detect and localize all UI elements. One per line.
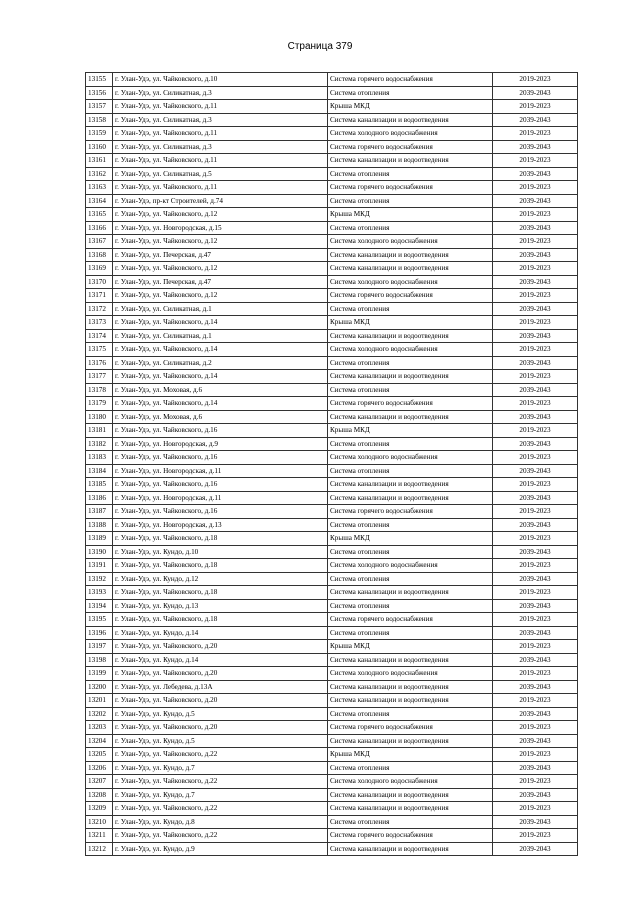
row-number-cell: 13182 (86, 437, 113, 451)
system-cell: Система холодного водоснабжения (328, 235, 493, 249)
address-cell: г. Улан-Удэ, ул. Чайковского, д.14 (113, 370, 328, 384)
address-cell: г. Улан-Удэ, ул. Кундо, д.9 (113, 842, 328, 856)
address-cell: г. Улан-Удэ, ул. Чайковского, д.22 (113, 829, 328, 843)
system-cell: Система канализации и водоотведения (328, 370, 493, 384)
table-row (86, 424, 578, 438)
row-number-cell: 13177 (86, 370, 113, 384)
row-number-cell: 13156 (86, 86, 113, 100)
table-row (86, 86, 578, 100)
table-row (86, 721, 578, 735)
address-cell: г. Улан-Удэ, ул. Чайковского, д.11 (113, 100, 328, 114)
row-number-cell: 13165 (86, 208, 113, 222)
system-cell: Система канализации и водоотведения (328, 802, 493, 816)
period-cell: 2039-2043 (493, 707, 578, 721)
address-cell: г. Улан-Удэ, ул. Чайковского, д.16 (113, 505, 328, 519)
table-row (86, 437, 578, 451)
row-number-cell: 13174 (86, 329, 113, 343)
system-cell: Крыша МКД (328, 424, 493, 438)
row-number-cell: 13199 (86, 667, 113, 681)
row-number-cell: 13198 (86, 653, 113, 667)
system-cell: Система отопления (328, 437, 493, 451)
system-cell: Система отопления (328, 464, 493, 478)
address-cell: г. Улан-Удэ, ул. Чайковского, д.18 (113, 613, 328, 627)
row-number-cell: 13196 (86, 626, 113, 640)
system-cell: Система отопления (328, 383, 493, 397)
system-cell: Система отопления (328, 356, 493, 370)
table-row (86, 248, 578, 262)
row-number-cell: 13194 (86, 599, 113, 613)
address-cell: г. Улан-Удэ, ул. Кундо, д.14 (113, 626, 328, 640)
table-row (86, 626, 578, 640)
period-cell: 2019-2023 (493, 775, 578, 789)
table-row (86, 275, 578, 289)
period-cell: 2039-2043 (493, 626, 578, 640)
row-number-cell: 13188 (86, 518, 113, 532)
system-cell: Система канализации и водоотведения (328, 329, 493, 343)
row-number-cell: 13204 (86, 734, 113, 748)
row-number-cell: 13163 (86, 181, 113, 195)
period-cell: 2039-2043 (493, 86, 578, 100)
row-number-cell: 13193 (86, 586, 113, 600)
system-cell: Система отопления (328, 302, 493, 316)
period-cell: 2019-2023 (493, 181, 578, 195)
table-row (86, 842, 578, 856)
table-row (86, 410, 578, 424)
row-number-cell: 13209 (86, 802, 113, 816)
address-cell: г. Улан-Удэ, ул. Кундо, д.10 (113, 545, 328, 559)
table-row (86, 545, 578, 559)
system-cell: Система холодного водоснабжения (328, 275, 493, 289)
period-cell: 2039-2043 (493, 842, 578, 856)
period-cell: 2039-2043 (493, 491, 578, 505)
period-cell: 2039-2043 (493, 815, 578, 829)
period-cell: 2019-2023 (493, 235, 578, 249)
period-cell: 2019-2023 (493, 748, 578, 762)
row-number-cell: 13197 (86, 640, 113, 654)
table-row (86, 194, 578, 208)
table-row (86, 478, 578, 492)
row-number-cell: 13191 (86, 559, 113, 573)
page-number-header: Страница 379 (287, 41, 353, 52)
table-row (86, 235, 578, 249)
period-cell: 2039-2043 (493, 464, 578, 478)
system-cell: Система отопления (328, 599, 493, 613)
period-cell: 2019-2023 (493, 721, 578, 735)
period-cell: 2039-2043 (493, 302, 578, 316)
address-cell: г. Улан-Удэ, ул. Кундо, д.7 (113, 788, 328, 802)
address-cell: г. Улан-Удэ, ул. Кундо, д.12 (113, 572, 328, 586)
period-cell: 2019-2023 (493, 532, 578, 546)
period-cell: 2039-2043 (493, 599, 578, 613)
table-row (86, 761, 578, 775)
address-cell: г. Улан-Удэ, ул. Чайковского, д.20 (113, 640, 328, 654)
table-row (86, 154, 578, 168)
system-cell: Система горячего водоснабжения (328, 181, 493, 195)
system-cell: Система отопления (328, 626, 493, 640)
table-row (86, 599, 578, 613)
table-row (86, 667, 578, 681)
address-cell: г. Улан-Удэ, ул. Чайковского, д.11 (113, 127, 328, 141)
row-number-cell: 13176 (86, 356, 113, 370)
row-number-cell: 13210 (86, 815, 113, 829)
system-cell: Система канализации и водоотведения (328, 262, 493, 276)
period-cell: 2019-2023 (493, 262, 578, 276)
address-cell: г. Улан-Удэ, ул. Моховая, д.6 (113, 383, 328, 397)
row-number-cell: 13189 (86, 532, 113, 546)
row-number-cell: 13167 (86, 235, 113, 249)
period-cell: 2039-2043 (493, 248, 578, 262)
system-cell: Система горячего водоснабжения (328, 721, 493, 735)
row-number-cell: 13205 (86, 748, 113, 762)
row-number-cell: 13159 (86, 127, 113, 141)
system-cell: Система холодного водоснабжения (328, 127, 493, 141)
address-cell: г. Улан-Удэ, ул. Новгородская, д.13 (113, 518, 328, 532)
table-row (86, 289, 578, 303)
address-cell: г. Улан-Удэ, ул. Чайковского, д.22 (113, 748, 328, 762)
address-cell: г. Улан-Удэ, ул. Чайковского, д.10 (113, 73, 328, 87)
address-cell: г. Улан-Удэ, ул. Чайковского, д.18 (113, 586, 328, 600)
table-row (86, 316, 578, 330)
system-cell: Система канализации и водоотведения (328, 734, 493, 748)
address-cell: г. Улан-Удэ, ул. Чайковского, д.12 (113, 289, 328, 303)
period-cell: 2019-2023 (493, 829, 578, 843)
address-cell: г. Улан-Удэ, ул. Силикатная, д.3 (113, 86, 328, 100)
period-cell: 2019-2023 (493, 370, 578, 384)
table-row (86, 464, 578, 478)
system-cell: Система отопления (328, 167, 493, 181)
row-number-cell: 13202 (86, 707, 113, 721)
system-cell: Система холодного водоснабжения (328, 667, 493, 681)
period-cell: 2039-2043 (493, 194, 578, 208)
address-cell: г. Улан-Удэ, ул. Чайковского, д.11 (113, 154, 328, 168)
period-cell: 2019-2023 (493, 208, 578, 222)
address-cell: г. Улан-Удэ, ул. Чайковского, д.14 (113, 316, 328, 330)
row-number-cell: 13181 (86, 424, 113, 438)
system-cell: Система отопления (328, 572, 493, 586)
period-cell: 2039-2043 (493, 383, 578, 397)
system-cell: Крыша МКД (328, 640, 493, 654)
row-number-cell: 13190 (86, 545, 113, 559)
table-row (86, 788, 578, 802)
period-cell: 2019-2023 (493, 559, 578, 573)
table-row (86, 140, 578, 154)
period-cell: 2039-2043 (493, 761, 578, 775)
row-number-cell: 13207 (86, 775, 113, 789)
table-row (86, 181, 578, 195)
period-cell: 2019-2023 (493, 424, 578, 438)
row-number-cell: 13169 (86, 262, 113, 276)
address-cell: г. Улан-Удэ, ул. Чайковского, д.20 (113, 694, 328, 708)
table-row (86, 383, 578, 397)
table-row (86, 640, 578, 654)
address-cell: г. Улан-Удэ, ул. Чайковского, д.14 (113, 343, 328, 357)
row-number-cell: 13178 (86, 383, 113, 397)
system-cell: Система холодного водоснабжения (328, 775, 493, 789)
table-row (86, 829, 578, 843)
address-cell: г. Улан-Удэ, ул. Кундо, д.13 (113, 599, 328, 613)
system-cell: Крыша МКД (328, 748, 493, 762)
system-cell: Система отопления (328, 761, 493, 775)
period-cell: 2019-2023 (493, 640, 578, 654)
table-row (86, 775, 578, 789)
table-row (86, 707, 578, 721)
address-cell: г. Улан-Удэ, ул. Кундо, д.7 (113, 761, 328, 775)
table-row (86, 613, 578, 627)
system-cell: Система отопления (328, 707, 493, 721)
system-cell: Система отопления (328, 518, 493, 532)
period-cell: 2019-2023 (493, 343, 578, 357)
row-number-cell: 13187 (86, 505, 113, 519)
row-number-cell: 13203 (86, 721, 113, 735)
period-cell: 2039-2043 (493, 113, 578, 127)
address-cell: г. Улан-Удэ, ул. Силикатная, д.1 (113, 302, 328, 316)
row-number-cell: 13184 (86, 464, 113, 478)
row-number-cell: 13172 (86, 302, 113, 316)
table-row (86, 167, 578, 181)
row-number-cell: 13183 (86, 451, 113, 465)
address-cell: г. Улан-Удэ, ул. Новгородская, д.9 (113, 437, 328, 451)
address-cell: г. Улан-Удэ, ул. Лебедева, д.13А (113, 680, 328, 694)
system-cell: Система горячего водоснабжения (328, 829, 493, 843)
row-number-cell: 13180 (86, 410, 113, 424)
system-cell: Система холодного водоснабжения (328, 559, 493, 573)
address-cell: г. Улан-Удэ, ул. Силикатная, д.3 (113, 113, 328, 127)
repair-schedule-table (85, 72, 578, 856)
system-cell: Система отопления (328, 815, 493, 829)
address-cell: г. Улан-Удэ, ул. Печерская, д.47 (113, 275, 328, 289)
system-cell: Система горячего водоснабжения (328, 140, 493, 154)
period-cell: 2039-2043 (493, 329, 578, 343)
row-number-cell: 13211 (86, 829, 113, 843)
system-cell: Система канализации и водоотведения (328, 788, 493, 802)
table-row (86, 748, 578, 762)
system-cell: Система канализации и водоотведения (328, 113, 493, 127)
address-cell: г. Улан-Удэ, ул. Кундо, д.8 (113, 815, 328, 829)
system-cell: Система канализации и водоотведения (328, 154, 493, 168)
address-cell: г. Улан-Удэ, ул. Чайковского, д.16 (113, 451, 328, 465)
period-cell: 2019-2023 (493, 478, 578, 492)
address-cell: г. Улан-Удэ, ул. Чайковского, д.18 (113, 532, 328, 546)
period-cell: 2019-2023 (493, 667, 578, 681)
row-number-cell: 13162 (86, 167, 113, 181)
period-cell: 2019-2023 (493, 397, 578, 411)
address-cell: г. Улан-Удэ, ул. Силикатная, д.5 (113, 167, 328, 181)
address-cell: г. Улан-Удэ, ул. Чайковского, д.20 (113, 721, 328, 735)
system-cell: Крыша МКД (328, 100, 493, 114)
table-row (86, 451, 578, 465)
address-cell: г. Улан-Удэ, ул. Чайковского, д.11 (113, 181, 328, 195)
system-cell: Система горячего водоснабжения (328, 397, 493, 411)
row-number-cell: 13201 (86, 694, 113, 708)
period-cell: 2039-2043 (493, 572, 578, 586)
table-row (86, 653, 578, 667)
address-cell: г. Улан-Удэ, ул. Чайковского, д.12 (113, 235, 328, 249)
row-number-cell: 13161 (86, 154, 113, 168)
period-cell: 2039-2043 (493, 140, 578, 154)
period-cell: 2019-2023 (493, 451, 578, 465)
period-cell: 2019-2023 (493, 289, 578, 303)
system-cell: Система канализации и водоотведения (328, 478, 493, 492)
table-row (86, 329, 578, 343)
system-cell: Система канализации и водоотведения (328, 653, 493, 667)
table-row (86, 815, 578, 829)
period-cell: 2019-2023 (493, 316, 578, 330)
period-cell: 2019-2023 (493, 613, 578, 627)
system-cell: Система горячего водоснабжения (328, 613, 493, 627)
address-cell: г. Улан-Удэ, ул. Новгородская, д.11 (113, 491, 328, 505)
period-cell: 2039-2043 (493, 680, 578, 694)
table-row (86, 397, 578, 411)
row-number-cell: 13170 (86, 275, 113, 289)
table-row (86, 262, 578, 276)
system-cell: Система канализации и водоотведения (328, 410, 493, 424)
table-row (86, 532, 578, 546)
period-cell: 2039-2043 (493, 410, 578, 424)
row-number-cell: 13195 (86, 613, 113, 627)
system-cell: Система канализации и водоотведения (328, 248, 493, 262)
row-number-cell: 13212 (86, 842, 113, 856)
row-number-cell: 13186 (86, 491, 113, 505)
table-row (86, 127, 578, 141)
period-cell: 2019-2023 (493, 100, 578, 114)
system-cell: Система холодного водоснабжения (328, 451, 493, 465)
address-cell: г. Улан-Удэ, ул. Кундо, д.5 (113, 707, 328, 721)
address-cell: г. Улан-Удэ, ул. Силикатная, д.1 (113, 329, 328, 343)
period-cell: 2019-2023 (493, 505, 578, 519)
period-cell: 2039-2043 (493, 221, 578, 235)
row-number-cell: 13164 (86, 194, 113, 208)
address-cell: г. Улан-Удэ, ул. Силикатная, д.3 (113, 140, 328, 154)
address-cell: г. Улан-Удэ, ул. Силикатная, д.2 (113, 356, 328, 370)
system-cell: Система отопления (328, 545, 493, 559)
address-cell: г. Улан-Удэ, ул. Чайковского, д.22 (113, 775, 328, 789)
row-number-cell: 13208 (86, 788, 113, 802)
table-row (86, 302, 578, 316)
period-cell: 2039-2043 (493, 437, 578, 451)
row-number-cell: 13157 (86, 100, 113, 114)
table-row (86, 73, 578, 87)
address-cell: г. Улан-Удэ, ул. Чайковского, д.16 (113, 478, 328, 492)
system-cell: Система канализации и водоотведения (328, 586, 493, 600)
address-cell: г. Улан-Удэ, ул. Чайковского, д.16 (113, 424, 328, 438)
period-cell: 2019-2023 (493, 694, 578, 708)
table-row (86, 356, 578, 370)
row-number-cell: 13175 (86, 343, 113, 357)
table-row (86, 694, 578, 708)
period-cell: 2039-2043 (493, 653, 578, 667)
system-cell: Система горячего водоснабжения (328, 289, 493, 303)
system-cell: Система канализации и водоотведения (328, 491, 493, 505)
address-cell: г. Улан-Удэ, ул. Чайковского, д.14 (113, 397, 328, 411)
system-cell: Система отопления (328, 194, 493, 208)
table-row (86, 586, 578, 600)
table-row (86, 221, 578, 235)
address-cell: г. Улан-Удэ, ул. Чайковского, д.12 (113, 262, 328, 276)
system-cell: Система канализации и водоотведения (328, 842, 493, 856)
system-cell: Крыша МКД (328, 532, 493, 546)
address-cell: г. Улан-Удэ, ул. Чайковского, д.22 (113, 802, 328, 816)
system-cell: Крыша МКД (328, 208, 493, 222)
period-cell: 2039-2043 (493, 545, 578, 559)
period-cell: 2039-2043 (493, 275, 578, 289)
table-row (86, 680, 578, 694)
row-number-cell: 13192 (86, 572, 113, 586)
table-row (86, 113, 578, 127)
period-cell: 2039-2043 (493, 734, 578, 748)
address-cell: г. Улан-Удэ, ул. Чайковского, д.18 (113, 559, 328, 573)
table-row (86, 491, 578, 505)
address-cell: г. Улан-Удэ, ул. Печерская, д.47 (113, 248, 328, 262)
period-cell: 2039-2043 (493, 167, 578, 181)
row-number-cell: 13168 (86, 248, 113, 262)
system-cell: Система холодного водоснабжения (328, 343, 493, 357)
table-row (86, 370, 578, 384)
row-number-cell: 13171 (86, 289, 113, 303)
period-cell: 2019-2023 (493, 154, 578, 168)
system-cell: Система горячего водоснабжения (328, 73, 493, 87)
system-cell: Система горячего водоснабжения (328, 505, 493, 519)
address-cell: г. Улан-Удэ, ул. Моховая, д.6 (113, 410, 328, 424)
period-cell: 2039-2043 (493, 518, 578, 532)
table-row (86, 100, 578, 114)
table-row (86, 208, 578, 222)
table-row (86, 572, 578, 586)
address-cell: г. Улан-Удэ, ул. Чайковского, д.12 (113, 208, 328, 222)
table-row (86, 734, 578, 748)
table-row (86, 343, 578, 357)
address-cell: г. Улан-Удэ, ул. Новгородская, д.15 (113, 221, 328, 235)
address-cell: г. Улан-Удэ, пр-кт Строителей, д.74 (113, 194, 328, 208)
system-cell: Система отопления (328, 221, 493, 235)
row-number-cell: 13179 (86, 397, 113, 411)
row-number-cell: 13185 (86, 478, 113, 492)
system-cell: Крыша МКД (328, 316, 493, 330)
row-number-cell: 13173 (86, 316, 113, 330)
period-cell: 2019-2023 (493, 586, 578, 600)
period-cell: 2019-2023 (493, 127, 578, 141)
system-cell: Система отопления (328, 86, 493, 100)
row-number-cell: 13160 (86, 140, 113, 154)
row-number-cell: 13200 (86, 680, 113, 694)
table-row (86, 559, 578, 573)
row-number-cell: 13166 (86, 221, 113, 235)
period-cell: 2039-2043 (493, 356, 578, 370)
address-cell: г. Улан-Удэ, ул. Кундо, д.5 (113, 734, 328, 748)
period-cell: 2019-2023 (493, 802, 578, 816)
table-row (86, 802, 578, 816)
address-cell: г. Улан-Удэ, ул. Кундо, д.14 (113, 653, 328, 667)
table-row (86, 505, 578, 519)
row-number-cell: 13155 (86, 73, 113, 87)
address-cell: г. Улан-Удэ, ул. Чайковского, д.20 (113, 667, 328, 681)
table-row (86, 518, 578, 532)
row-number-cell: 13206 (86, 761, 113, 775)
period-cell: 2039-2043 (493, 788, 578, 802)
system-cell: Система канализации и водоотведения (328, 694, 493, 708)
system-cell: Система канализации и водоотведения (328, 680, 493, 694)
period-cell: 2019-2023 (493, 73, 578, 87)
address-cell: г. Улан-Удэ, ул. Новгородская, д.11 (113, 464, 328, 478)
table-body (86, 73, 578, 856)
row-number-cell: 13158 (86, 113, 113, 127)
